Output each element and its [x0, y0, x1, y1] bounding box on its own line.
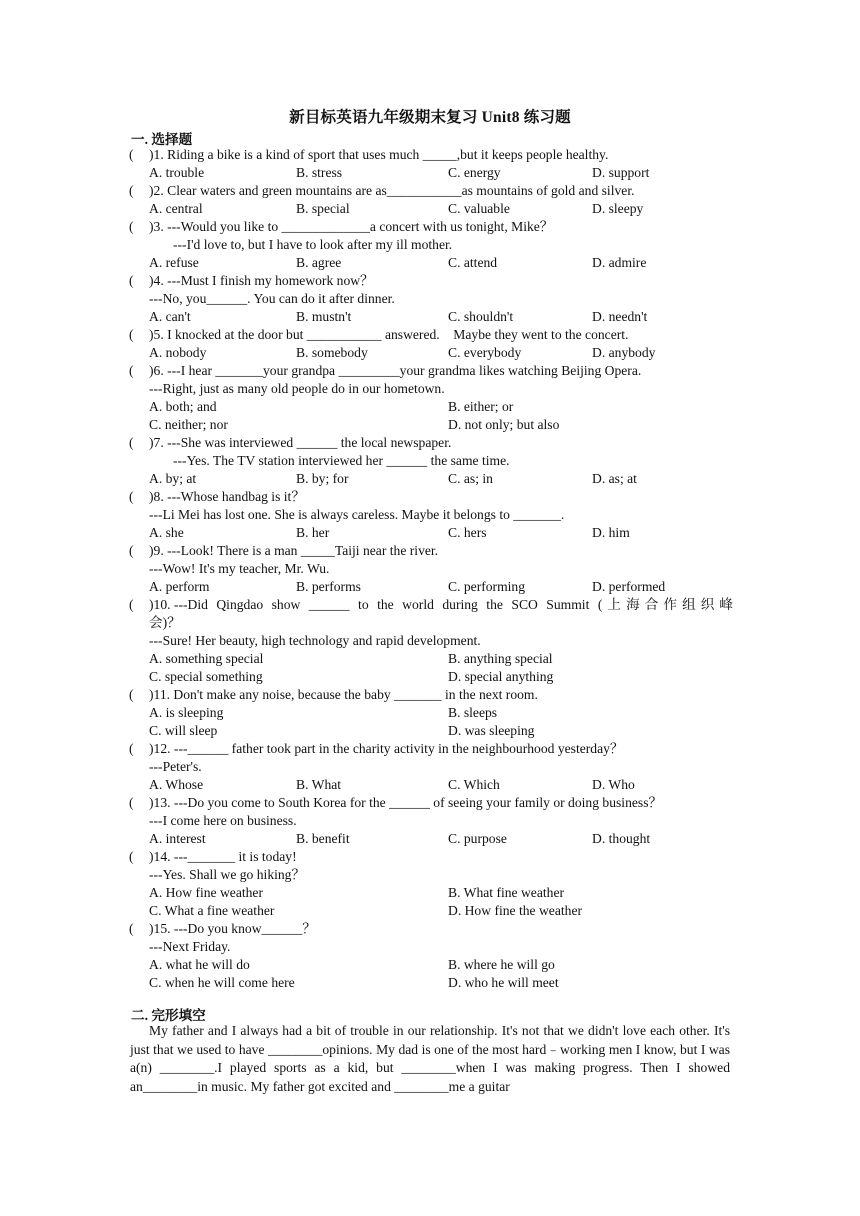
page-title: 新目标英语九年级期末复习 Unit8 练习题 — [289, 109, 571, 126]
option-b[interactable]: B. her — [296, 525, 330, 540]
answer-bracket-close: ) — [149, 273, 154, 288]
question-stem: ---Whose handbag is it？ — [167, 489, 305, 504]
option-d[interactable]: D. sleepy — [592, 201, 644, 216]
answer-bracket: ( — [129, 489, 134, 504]
answer-bracket-close: ) — [149, 183, 154, 198]
question-number: 15 — [153, 921, 168, 936]
question-number-dot: . — [160, 273, 168, 288]
question-number-dot: . — [160, 543, 168, 558]
section-heading-cloze: 二. 完形填空 — [131, 1008, 206, 1023]
answer-bracket-close: ) — [149, 543, 154, 558]
question-stem: ---______ father took part in the charity activity in the neighbourhood yesterday？ — [173, 741, 624, 756]
option-b[interactable]: B. mustn't — [296, 309, 352, 324]
answer-bracket-close: ) — [149, 849, 154, 864]
options-row — [129, 974, 733, 992]
question-number-dot: . — [160, 435, 168, 450]
question-number: 4 — [153, 273, 161, 288]
cloze-passage: My father and I always had a bit of trouble in our relationship. It's not that we didn't love each other. It's just that we used to have ________opinions. My dad is one of the most hard﹣working men I know, but I was a(n) ________.I played sports as a kid, but ________when I was making progress. Then I showed an________in music. My father got excited and ________me a guitar — [130, 1023, 730, 1094]
question-stem-line — [129, 488, 733, 506]
question-14 — [129, 848, 733, 920]
question-number: 5 — [153, 327, 161, 342]
question-number: 1 — [153, 147, 161, 162]
answer-bracket: ( — [129, 183, 134, 198]
option-d[interactable]: D. Who — [592, 777, 635, 792]
option-d[interactable]: D. him — [592, 525, 630, 540]
question-number: 10 — [153, 597, 168, 612]
answer-bracket-close: ) — [149, 147, 154, 162]
question-15 — [129, 920, 733, 992]
option-d[interactable]: D. support — [592, 165, 650, 180]
answer-bracket-close: ) — [149, 489, 154, 504]
dialog-line: ---Sure! Her beauty, high technology and rapid development. — [149, 633, 481, 648]
question-stem: ---Must I finish my homework now？ — [167, 273, 374, 288]
question-stem: ---_______ it is today! — [173, 849, 297, 864]
answer-bracket: ( — [129, 219, 134, 234]
option-c[interactable]: C. will sleep — [149, 723, 218, 738]
question-stem-line — [129, 920, 733, 938]
question-stem-line — [129, 146, 733, 164]
question-stem: ---I hear _______your grandpa _________your grandma likes watching Beijing Opera. — [167, 363, 642, 378]
option-a[interactable]: A. trouble — [149, 165, 205, 180]
option-c[interactable]: C. valuable — [448, 201, 510, 216]
answer-bracket-close: ) — [149, 363, 154, 378]
answer-bracket-close: ) — [149, 327, 154, 342]
option-d[interactable]: D. thought — [592, 831, 651, 846]
option-c[interactable]: C. neither; nor — [149, 417, 228, 432]
option-b[interactable]: B. agree — [296, 255, 342, 270]
option-b[interactable]: B. What fine weather — [448, 885, 565, 900]
question-number: 8 — [153, 489, 161, 504]
options-row — [129, 884, 733, 902]
question-stem: Don't make any noise, because the baby _______ in the next room. — [173, 687, 538, 702]
options-row — [129, 524, 733, 542]
options-row — [129, 956, 733, 974]
question-stem-line — [129, 182, 733, 200]
question-stem: ---Would you like to _____________a concert with us tonight, Mike？ — [167, 219, 554, 234]
answer-bracket-close: ) — [149, 795, 154, 810]
option-d[interactable]: D. anybody — [592, 345, 656, 360]
option-c[interactable]: C. everybody — [448, 345, 522, 360]
answer-bracket: ( — [129, 741, 134, 756]
answer-bracket-close: ) — [149, 597, 154, 612]
question-7 — [129, 434, 733, 488]
question-number-dot: . — [167, 849, 174, 864]
option-d[interactable]: D. special anything — [448, 669, 554, 684]
question-stem: ---Look! There is a man _____Taiji near the river. — [167, 543, 439, 558]
option-b[interactable]: B. anything special — [448, 651, 553, 666]
options-row — [129, 164, 733, 182]
question-stem-line — [129, 218, 733, 236]
options-row — [129, 722, 733, 740]
option-d[interactable]: D. needn't — [592, 309, 648, 324]
question-stem-line — [129, 596, 733, 614]
question-2 — [129, 182, 733, 218]
question-number-dot: . — [160, 147, 168, 162]
answer-bracket-close: ) — [149, 687, 154, 702]
question-stem-line — [129, 326, 733, 344]
question-1 — [129, 146, 733, 182]
option-d[interactable]: D. performed — [592, 579, 666, 594]
option-a[interactable]: A. is sleeping — [149, 705, 224, 720]
question-stem: I knocked at the door but ___________ answered. Maybe they went to the concert. — [167, 327, 629, 342]
options-row — [129, 470, 733, 488]
option-a[interactable]: A. nobody — [149, 345, 207, 360]
question-number: 11 — [153, 687, 167, 702]
question-5 — [129, 326, 733, 362]
options-row — [129, 830, 733, 848]
answer-bracket-close: ) — [149, 435, 154, 450]
option-c[interactable]: C. performing — [448, 579, 526, 594]
option-d[interactable]: D. was sleeping — [448, 723, 535, 738]
question-stem-line — [129, 686, 733, 704]
option-d[interactable]: D. admire — [592, 255, 647, 270]
question-9 — [129, 542, 733, 596]
answer-bracket: ( — [129, 435, 134, 450]
answer-bracket: ( — [129, 687, 134, 702]
option-d[interactable]: D. not only; but also — [448, 417, 560, 432]
option-a[interactable]: A. Whose — [149, 777, 204, 792]
question-stem-line — [129, 794, 733, 812]
options-row — [129, 344, 733, 362]
option-b[interactable]: B. benefit — [296, 831, 350, 846]
question-number: 6 — [153, 363, 161, 378]
answer-bracket: ( — [129, 795, 134, 810]
options-row — [129, 200, 733, 218]
option-b[interactable]: B. somebody — [296, 345, 368, 360]
question-number: 9 — [153, 543, 161, 558]
dialog-line: ---I'd love to, but I have to look after my ill mother. — [173, 237, 453, 252]
answer-bracket-close: ) — [149, 741, 154, 756]
answer-bracket: ( — [129, 597, 134, 612]
options-row — [129, 704, 733, 722]
options-row — [129, 398, 733, 416]
option-a[interactable]: A. both; and — [149, 399, 217, 414]
answer-bracket-close: ) — [149, 219, 154, 234]
question-3 — [129, 218, 733, 272]
option-c[interactable]: C. shouldn't — [448, 309, 514, 324]
question-4 — [129, 272, 733, 326]
question-stem-line — [129, 272, 733, 290]
question-number-dot: . — [166, 687, 174, 702]
dialog-line: ---Right, just as many old people do in our hometown. — [149, 381, 445, 396]
question-stem-line — [129, 362, 733, 380]
option-d[interactable]: D. who he will meet — [448, 975, 559, 990]
option-c[interactable]: C. as; in — [448, 471, 493, 486]
option-a[interactable]: A. by; at — [149, 471, 197, 486]
question-stem-line — [129, 434, 733, 452]
question-number-dot: . — [160, 327, 168, 342]
option-a[interactable]: A. How fine weather — [149, 885, 263, 900]
question-10 — [129, 596, 733, 686]
option-b[interactable]: B. stress — [296, 165, 343, 180]
option-d[interactable]: D. as; at — [592, 471, 637, 486]
question-number: 14 — [153, 849, 168, 864]
dialog-line: ---Next Friday. — [149, 939, 231, 954]
option-c[interactable]: C. attend — [448, 255, 498, 270]
question-stem-line — [129, 542, 733, 560]
options-row — [129, 668, 733, 686]
option-a[interactable]: A. interest — [149, 831, 206, 846]
dialog-line: ---I come here on business. — [149, 813, 297, 828]
options-row — [129, 578, 733, 596]
question-number-dot: . — [167, 597, 174, 612]
option-c[interactable]: C. hers — [448, 525, 487, 540]
option-b[interactable]: B. where he will go — [448, 957, 555, 972]
dialog-line: ---Yes. Shall we go hiking？ — [149, 867, 306, 882]
question-13 — [129, 794, 733, 848]
option-a[interactable]: A. something special — [149, 651, 264, 666]
question-stem: ---Do you know______？ — [173, 921, 316, 936]
answer-bracket: ( — [129, 327, 134, 342]
question-12 — [129, 740, 733, 794]
question-list — [129, 146, 733, 992]
question-number: 13 — [153, 795, 168, 810]
option-c[interactable]: C. special something — [149, 669, 263, 684]
question-stem: Clear waters and green mountains are as___________as mountains of gold and silver. — [167, 183, 635, 198]
answer-bracket: ( — [129, 147, 134, 162]
dialog-line: ---Li Mei has lost one. She is always careless. Maybe it belongs to _______. — [149, 507, 565, 522]
question-6 — [129, 362, 733, 434]
option-c[interactable]: C. Which — [448, 777, 500, 792]
question-number-dot: . — [167, 921, 174, 936]
answer-bracket: ( — [129, 273, 134, 288]
question-number-dot: . — [160, 183, 168, 198]
answer-bracket: ( — [129, 363, 134, 378]
question-stem: ---Do you come to South Korea for the ______ of seeing your family or doing business？ — [173, 795, 663, 810]
question-number: 2 — [153, 183, 161, 198]
options-row — [129, 308, 733, 326]
question-number-dot: . — [160, 489, 168, 504]
answer-bracket: ( — [129, 849, 134, 864]
options-row — [129, 416, 733, 434]
question-number: 3 — [153, 219, 161, 234]
option-c[interactable]: C. energy — [448, 165, 501, 180]
question-number-dot: . — [167, 795, 174, 810]
question-8 — [129, 488, 733, 542]
option-c[interactable]: C. purpose — [448, 831, 507, 846]
option-a[interactable]: A. she — [149, 525, 184, 540]
question-11 — [129, 686, 733, 740]
option-a[interactable]: A. central — [149, 201, 203, 216]
option-d[interactable]: D. How fine the weather — [448, 903, 582, 918]
answer-bracket: ( — [129, 921, 134, 936]
dialog-line: ---No, you______. You can do it after dinner. — [149, 291, 395, 306]
option-b[interactable]: B. either; or — [448, 399, 514, 414]
section-heading-multiple-choice: 一. 选择题 — [131, 132, 193, 147]
option-b[interactable]: B. sleeps — [448, 705, 498, 720]
option-b[interactable]: B. by; for — [296, 471, 349, 486]
dialog-line: ---Peter's. — [149, 759, 202, 774]
option-b[interactable]: B. performs — [296, 579, 361, 594]
option-a[interactable]: A. can't — [149, 309, 191, 324]
question-number-dot: . — [160, 363, 168, 378]
dialog-line: ---Yes. The TV station interviewed her ______ the same time. — [173, 453, 510, 468]
question-stem-line — [129, 740, 733, 758]
question-number: 12 — [153, 741, 168, 756]
options-row — [129, 254, 733, 272]
question-number: 7 — [153, 435, 161, 450]
answer-bracket-close: ) — [149, 921, 154, 936]
question-number-dot: . — [160, 219, 168, 234]
answer-bracket: ( — [129, 543, 134, 558]
question-stem: ---She was interviewed ______ the local newspaper. — [167, 435, 452, 450]
option-b[interactable]: B. special — [296, 201, 350, 216]
option-c[interactable]: C. when he will come here — [149, 975, 295, 990]
options-row — [129, 902, 733, 920]
options-row — [129, 650, 733, 668]
question-number-dot: . — [167, 741, 174, 756]
option-c[interactable]: C. What a fine weather — [149, 903, 275, 918]
question-stem: Riding a bike is a kind of sport that uses much _____,but it keeps people healthy. — [167, 147, 609, 162]
option-b[interactable]: B. What — [296, 777, 342, 792]
question-stem: ---Did Qingdao show ______ to the world during the SCO Summit (上海合作组织峰 — [173, 597, 733, 612]
option-a[interactable]: A. what he will do — [149, 957, 250, 972]
option-a[interactable]: A. refuse — [149, 255, 199, 270]
options-row — [129, 776, 733, 794]
option-a[interactable]: A. perform — [149, 579, 210, 594]
question-stem-line — [129, 848, 733, 866]
question-stem-continued: 会)？ — [149, 615, 181, 630]
dialog-line: ---Wow! It's my teacher, Mr. Wu. — [149, 561, 330, 576]
